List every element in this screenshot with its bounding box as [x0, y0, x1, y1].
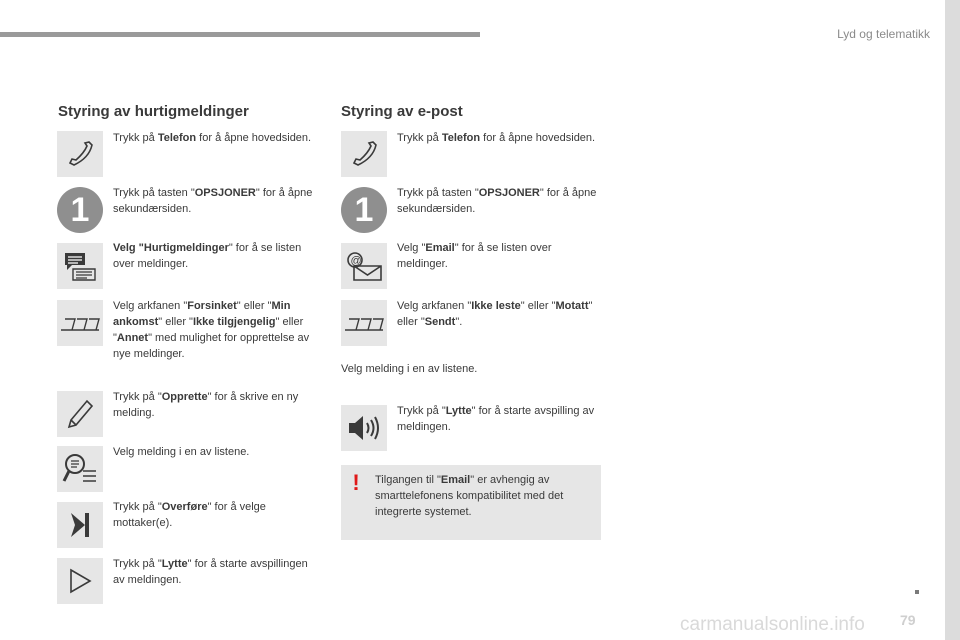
forward-icon [57, 502, 103, 548]
watermark: carmanualsonline.info [680, 614, 865, 635]
svg-text:@: @ [350, 255, 362, 267]
tabs-icon [341, 300, 387, 346]
right-step-tabs: Velg arkfanen "Ikke leste" eller "Motatt" eller "Sendt". [397, 300, 593, 328]
play-icon [57, 558, 103, 604]
left-heading: Styring av hurtigmeldinger [58, 103, 249, 120]
right-step-phone: Trykk på Telefon for å åpne hovedsiden. [397, 132, 596, 144]
right-step-options: Trykk på tasten "OPSJONER" for å åpne sekundærsiden. [397, 187, 597, 215]
step-one-badge: 1 [57, 187, 103, 233]
header-rule [0, 32, 480, 37]
phone-icon [57, 131, 103, 177]
page-edge-band [945, 0, 960, 640]
message-list-icon [57, 243, 103, 289]
right-step-select: Velg melding i en av listene. [341, 363, 478, 375]
left-step-listen: Trykk på "Lytte" for å starte avspillingen av meldingen. [113, 558, 308, 586]
left-step-options: Trykk på tasten "OPSJONER" for å åpne sekundærsiden. [113, 187, 313, 215]
left-step-tabs: Velg arkfanen "Forsinket" eller "Min ankomst" eller "Ikke tilgjengelig" eller "Annet" med mulighet for opprettelse av nye meldinger. [113, 300, 310, 360]
left-step-forward: Trykk på "Overføre" for å velge mottaker(e). [113, 501, 266, 529]
warning-icon: ! [352, 470, 360, 495]
email-icon [341, 243, 387, 289]
page-marker [915, 590, 919, 594]
speaker-icon [341, 405, 387, 451]
right-step-listen: Trykk på "Lytte" for å starte avspilling av meldingen. [397, 405, 595, 433]
right-heading: Styring av e-post [341, 103, 463, 120]
note-text: Tilgangen til "Email" er avhengig av smarttelefonens kompatibilitet med det integrerte systemet. [375, 474, 564, 518]
pencil-icon [57, 391, 103, 437]
left-step-quickmessages: Velg "Hurtigmeldinger" for å se listen over meldinger. [113, 242, 302, 270]
section-title: Lyd og telematikk [837, 27, 930, 41]
left-step-phone: Trykk på Telefon for å åpne hovedsiden. [113, 132, 312, 144]
step-one-badge: 1 [341, 187, 387, 233]
page-number: 79 [900, 612, 916, 628]
left-step-create: Trykk på "Opprette" for å skrive en ny melding. [113, 391, 299, 419]
tabs-icon [57, 300, 103, 346]
left-step-select: Velg melding i en av listene. [113, 446, 250, 458]
phone-icon [341, 131, 387, 177]
search-list-icon [57, 446, 103, 492]
right-step-email: Velg "Email" for å se listen over meldinger. [397, 242, 552, 270]
